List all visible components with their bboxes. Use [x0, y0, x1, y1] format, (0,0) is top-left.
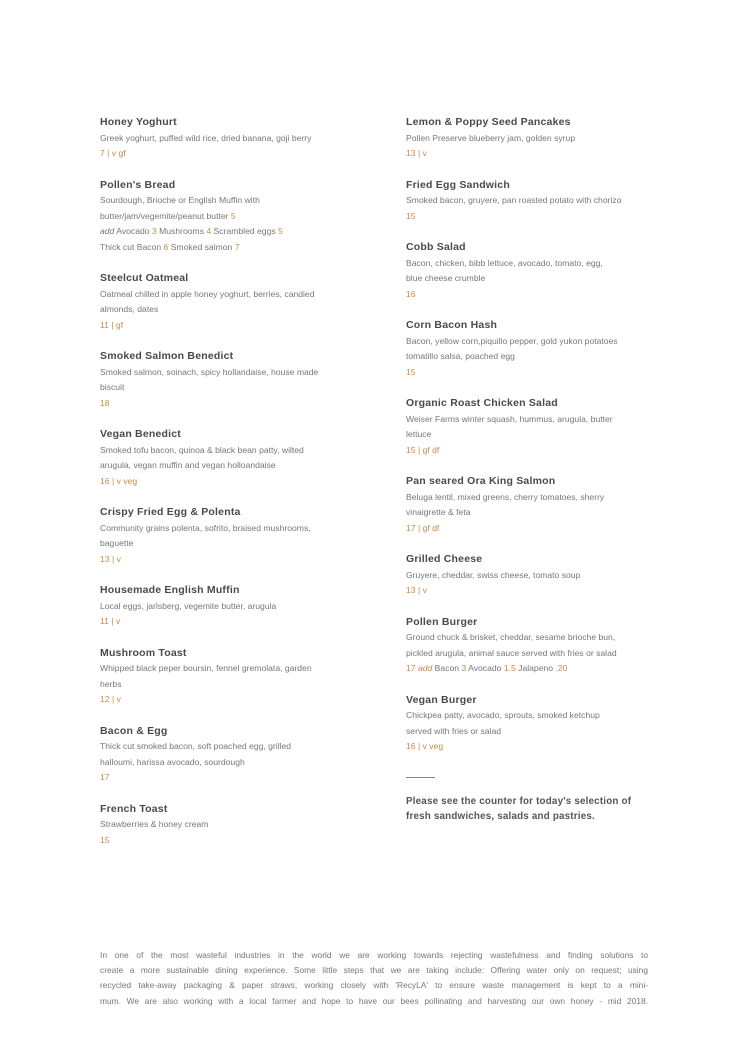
item-price: 15 [406, 210, 416, 221]
add-on-text: Avocado [114, 226, 152, 236]
item-description: Ground chuck & brisket, cheddar, sesame brioche bun, [406, 632, 616, 642]
item-name: Grilled Cheese [406, 553, 483, 565]
item-name: Pollen Burger [406, 615, 478, 628]
add-on-text: add [417, 663, 433, 673]
counter-note-line: fresh sandwiches, salads and pastries. [406, 811, 595, 822]
menu-item [406, 615, 656, 677]
item-name: Vegan Burger [406, 693, 477, 706]
item-description: Thick cut smoked bacon, soft poached egg, grilled [100, 741, 292, 751]
item-description: Whipped black peper boursin, fennel gremolata, garden [100, 663, 312, 673]
item-description: Smoked salmon, soinach, spicy hollandaise, house made [100, 366, 319, 377]
statement-line: recycled take-away packaging & paper straws; working closely with 'RecyLA' to ensure waste management is kept to a mini- [100, 980, 648, 991]
item-price: 13 | v [100, 553, 121, 564]
menu-item [406, 396, 656, 458]
counter-note [406, 794, 656, 825]
menu-item [406, 693, 656, 755]
item-description: Oatmeal chilled in apple honey yoghurt, berries, candied [100, 288, 315, 299]
item-name: Fried Egg Sandwich [406, 178, 510, 191]
add-on-text: Smoked salmon [168, 241, 235, 252]
add-on-text: .20 [555, 663, 568, 673]
menu-item [100, 349, 350, 411]
menu-column-right [406, 115, 656, 825]
menu-item [100, 271, 350, 333]
item-description: Beluga lentil, mixed greens, cherry tomatoes, sherry [406, 491, 605, 502]
item-description: Sourdough, Brioche or English Muffin with [100, 195, 260, 205]
menu-item [406, 552, 656, 599]
item-price: 15 [100, 834, 110, 845]
item-name: Vegan Benedict [100, 428, 181, 440]
item-description: served with fries or salad [406, 725, 502, 736]
item-price: 16 | v veg [406, 741, 444, 751]
add-on-text: 17 [406, 663, 418, 673]
item-description: Greek yoghurt, puffed wild rice, dried banana, goji berry [100, 132, 312, 143]
item-price: 11 | v [100, 616, 121, 626]
item-description: Smoked tofu bacon, quinoa & black bean patty, wilted [100, 444, 304, 455]
divider [406, 777, 435, 778]
statement-line: mum. We are also working with a local farmer and hope to have our bees pollinating and harvesting our own honey - mid 2018. [100, 995, 648, 1006]
sustainability-statement [100, 948, 648, 1009]
add-on-text: Thick cut Bacon [100, 241, 164, 252]
item-description: arugula, vegan muffin and vegan holloandaise [100, 460, 276, 470]
item-description: vinaigrette & feta [406, 507, 471, 517]
item-price: 12 | v [100, 694, 121, 704]
add-on-text: 5 [278, 226, 283, 236]
item-price: 7 | v gf [100, 148, 126, 158]
add-on-text: 6 [163, 241, 169, 252]
description-text: butter/jam/vegemite/peanut butter [100, 210, 231, 221]
item-description: blue cheese crumble [406, 273, 486, 283]
menu-item [406, 178, 656, 225]
item-name: Lemon & Poppy Seed Pancakes [406, 116, 571, 128]
add-on-text: 3 [461, 663, 467, 673]
add-on-text: Mushrooms [156, 226, 207, 236]
menu-column-left [100, 115, 350, 864]
item-name: Honey Yoghurt [100, 116, 177, 128]
item-name: Steelcut Oatmeal [100, 272, 189, 284]
menu-item [100, 505, 350, 567]
counter-note-line: Please see the counter for today's selection of [406, 795, 632, 807]
menu-item [100, 802, 350, 849]
item-description: Strawberries & honey cream [100, 819, 209, 829]
menu-item [100, 178, 350, 256]
item-name: Crispy Fried Egg & Polenta [100, 506, 241, 518]
menu-item [406, 318, 656, 380]
menu-item [406, 240, 656, 302]
item-price: 11 | gf [100, 319, 124, 330]
item-description: almonds, dates [100, 304, 159, 314]
item-price: 16 | v veg [100, 475, 138, 486]
item-description: lettuce [406, 429, 432, 439]
item-description: tomatillo salsa, poached egg [406, 351, 515, 361]
menu-item [406, 474, 656, 536]
item-add-ons [100, 224, 350, 240]
item-description: Weiser Farms winter squash, hummus, arugula, butter [406, 413, 613, 424]
item-description: Local eggs, jarlsberg, vegemite butter, arugula [100, 600, 277, 611]
menu-item [100, 646, 350, 708]
item-description: Bacon, yellow corn,piquillo pepper, gold yukon potatoes [406, 335, 618, 346]
item-name: Housemade English Muffin [100, 584, 240, 596]
menu-item [100, 115, 350, 162]
item-description: herbs [100, 678, 122, 689]
item-price: 13 | v [406, 585, 427, 595]
item-description: baguette [100, 538, 134, 548]
menu-item [100, 724, 350, 786]
item-name: Pollen's Bread [100, 178, 176, 191]
item-description: Pollen Preserve blueberry jam, golden syrup [406, 132, 576, 143]
add-on-text: Jalapeno [515, 663, 556, 673]
item-description: halloumi, harissa avocado, sourdough [100, 756, 245, 767]
item-name: Pan seared Ora King Salmon [406, 475, 556, 487]
menu-item [100, 427, 350, 489]
item-add-ons [100, 240, 350, 256]
add-on-text: Avocado [466, 663, 504, 673]
item-price: 15 | gf df [406, 444, 440, 455]
item-price: 16 [406, 288, 416, 299]
add-on-text: Bacon [432, 663, 462, 673]
add-on-text: 3 [151, 226, 157, 236]
item-name: Corn Bacon Hash [406, 319, 498, 331]
menu-item [406, 115, 656, 162]
add-on-text: add [100, 226, 115, 236]
add-on-text: 4 [206, 226, 212, 236]
item-description: Community grains polenta, sofrito, braised mushrooms, [100, 522, 311, 533]
statement-line: create a more sustainable dining experience. Some little steps that we are taking include: Offering water only on request; using [100, 965, 648, 976]
item-price: 17 [100, 772, 110, 782]
statement-line: In one of the most wasteful industries in the world we are working towards rejecting wastefulness and finding solutions to [100, 950, 648, 960]
menu-item [100, 583, 350, 630]
item-description: Smoked bacon, gruyere, pan roasted potato with chorizo [406, 195, 622, 205]
add-on-text: 1.5 [503, 663, 516, 673]
item-name: Smoked Salmon Benedict [100, 350, 234, 362]
add-on-text: 7 [234, 241, 240, 252]
item-name: Cobb Salad [406, 241, 466, 253]
item-name: Organic Roast Chicken Salad [406, 397, 558, 409]
item-price: 17 | gf df [406, 522, 440, 533]
item-description: Chickpea patty, avocado, sprouts, smoked ketchup [406, 710, 600, 720]
item-price: 13 | v [406, 148, 427, 158]
item-description: pickled arugula, animal sauce served with fries or salad [406, 647, 617, 658]
add-on-text: Scrambled eggs [211, 226, 279, 236]
item-add-ons [406, 661, 656, 677]
item-name: Bacon & Egg [100, 724, 168, 737]
item-price: 18 [100, 397, 110, 408]
item-price: 5 [230, 210, 236, 221]
item-description: Bacon, chicken, bibb lettuce, avocado, tomato, egg, [406, 257, 603, 268]
item-description [100, 209, 350, 225]
item-name: French Toast [100, 802, 168, 815]
item-name: Mushroom Toast [100, 646, 187, 659]
item-description: Gruyere, cheddar, swiss cheese, tomato soup [406, 569, 581, 580]
item-price: 15 [406, 366, 416, 377]
item-description: biscuit [100, 382, 125, 392]
